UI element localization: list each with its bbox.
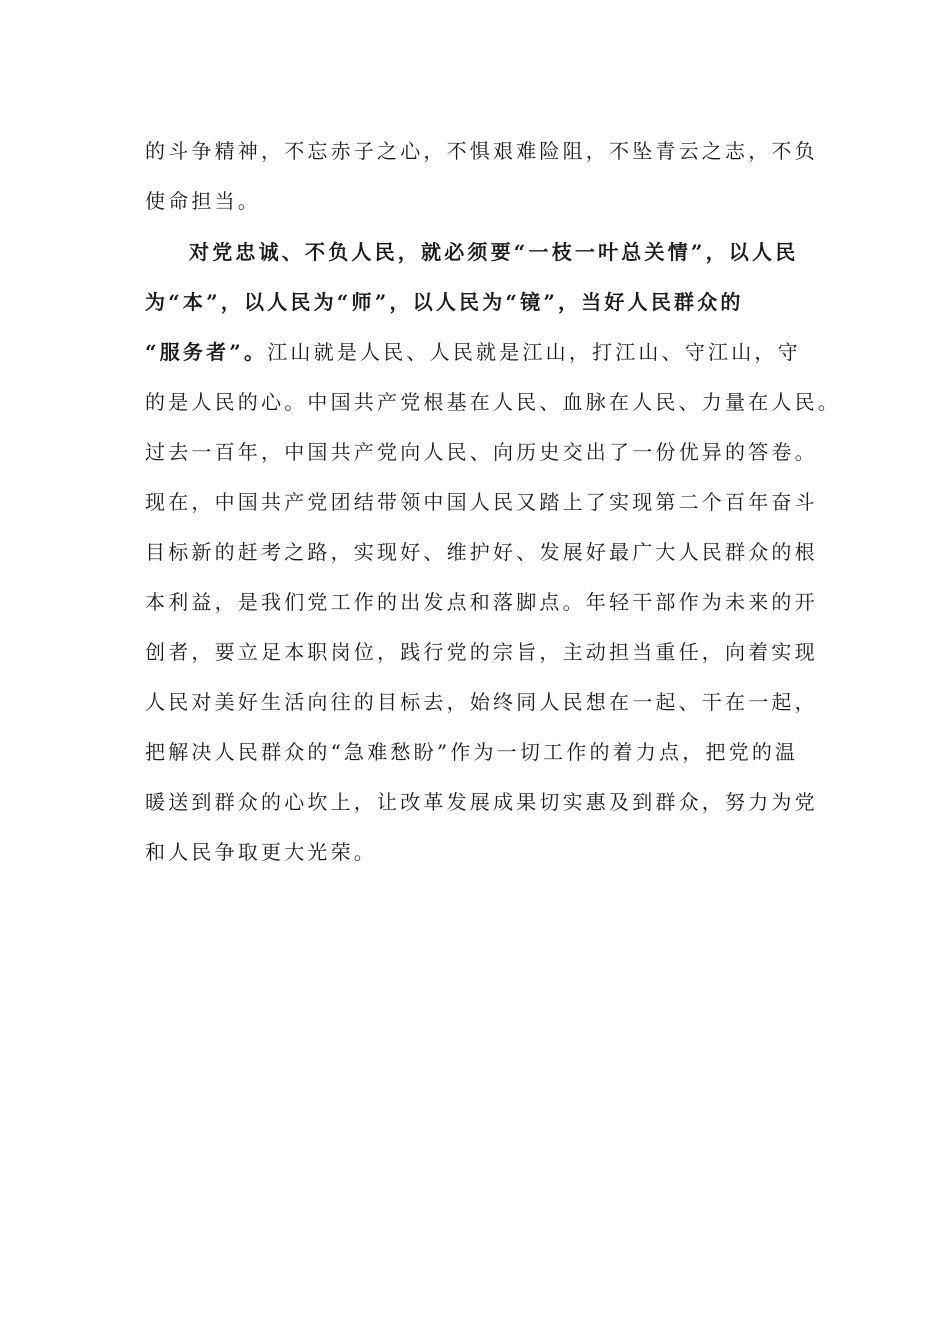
text-line: 使命担当。 [145, 189, 261, 213]
text-line: 过去一百年，中国共产党向人民、向历史交出了一份优异的答卷。 [145, 440, 818, 464]
text-line: 的是人民的心。中国共产党根基在人民、血脉在人民、力量在人民。 [145, 390, 841, 414]
text-fragment: 江山就是人民、人民就是江山，打江山、守江山，守 [267, 340, 801, 364]
text-line: 人民对美好生活向往的目标去，始终同人民想在一起、干在一起， [145, 690, 818, 714]
text-line: 和人民争取更大光荣。 [145, 840, 377, 864]
bold-heading-fragment: “服务者”。 [145, 340, 268, 364]
bold-heading-line: 对党忠诚、不负人民，就必须要“一枝一叶总关情”，以人民 [189, 240, 799, 264]
text-line: 本利益，是我们党工作的出发点和落脚点。年轻干部作为未来的开 [145, 590, 818, 614]
text-line: 把解决人民群众的“急难愁盼”作为一切工作的着力点，把党的温 [145, 740, 799, 764]
text-line: 的斗争精神，不忘赤子之心，不惧艰难险阻，不坠青云之志，不负 [145, 139, 818, 163]
text-line: 暖送到群众的心坎上，让改革发展成果切实惠及到群众，努力为党 [145, 790, 818, 814]
bold-heading-line: 为“本”，以人民为“师”，以人民为“镜”，当好人民群众的 [145, 290, 744, 314]
mixed-line [145, 339, 801, 365]
text-line: 创者，要立足本职岗位，践行党的宗旨，主动担当重任，向着实现 [145, 640, 818, 664]
text-line: 现在，中国共产党团结带领中国人民又踏上了实现第二个百年奋斗 [145, 490, 818, 514]
text-line: 目标新的赶考之路，实现好、维护好、发展好最广大人民群众的根 [145, 540, 818, 564]
